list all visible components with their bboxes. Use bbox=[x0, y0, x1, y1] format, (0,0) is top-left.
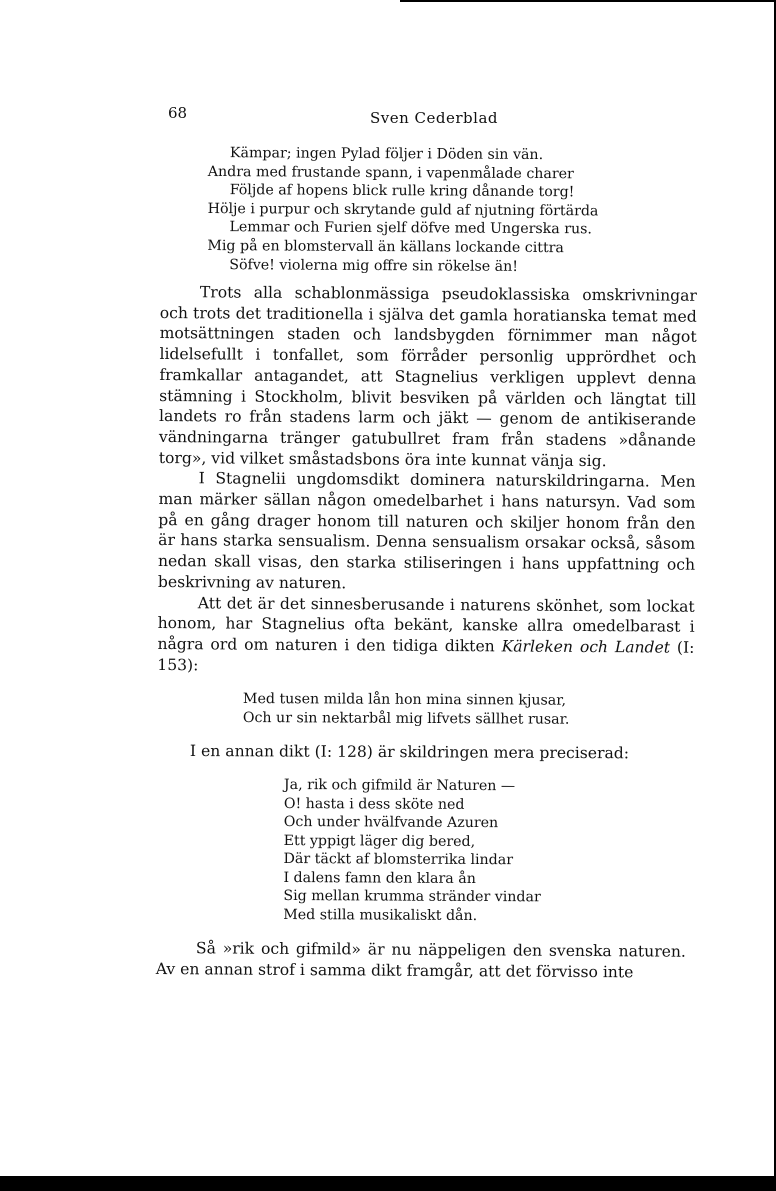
verse-line: Med stilla musikaliskt dån. bbox=[283, 906, 478, 924]
verse-line: O! hasta i dess sköte ned bbox=[283, 795, 465, 813]
verse-line: Och under hvälfvande Azuren bbox=[283, 813, 499, 832]
running-title: Sven Cederblad bbox=[370, 109, 499, 127]
verse-line: I dalens famn den klara ån bbox=[283, 869, 476, 887]
paragraph: I Stagnelii ungdomsdikt dominera naturskildringarna. Men man märker sällan någon omedelbarhet i hans natursyn. Vad som på en gång drager honom till naturen och skiljer honom från den är hans starka sensualism. Denna sensualism orsakar också, såsom nedan skall visas, den starka stiliseringen i hans uppfattning och beskrivning av naturen. bbox=[157, 469, 696, 593]
quote-block-3 bbox=[283, 776, 541, 925]
paragraph: Trots alla schablonmässiga pseudoklassiska omskrivningar och trots det traditionella i själva det gamla horatianska temat med motsättningen staden och landsbygden förnimmer man något lidelsefullt i tonfallet, som förråder personlig upprördhet och framkallar antagandet, att Stagnelius verkligen upplevt denna stämning i Stockholm, blivit besviken på världen och längtat till landets ro från stadens larm och jäkt — genom de antikiserande vändningarna tränger gatubullret fram från stadens »dånande torg», vid vilket småstadsbons öra inte kunnat vänja sig. bbox=[158, 283, 697, 470]
quote-intro: I en annan dikt (I: 128) är skildringen mera preciserad: bbox=[189, 742, 630, 763]
verse-line: Kämpar; ingen Pylad följer i Döden sin vän. bbox=[229, 145, 544, 164]
paragraph bbox=[157, 593, 695, 680]
verse-line: Följde af hopens blick rulle kring dånande torg! bbox=[229, 182, 575, 201]
verse-line: Ja, rik och gifmild är Naturen — bbox=[283, 777, 516, 795]
verse-line: Sig mellan krumma stränder vindar bbox=[283, 887, 541, 906]
verse-line: Där täckt af blomsterrika lindar bbox=[283, 850, 514, 869]
verse-line: Och ur sin nektarbål mig lifvets sällhet rusar. bbox=[242, 709, 570, 728]
verse-line: Mig på en blomstervall än källans lockande cittra bbox=[207, 237, 564, 257]
scan-border-bottom bbox=[0, 1176, 776, 1191]
prose-block-final bbox=[156, 938, 686, 984]
poem-title: Kärleken och Landet bbox=[501, 637, 671, 657]
verse-line: Med tusen milda lån hon mina sinnen kjusar, bbox=[242, 691, 567, 709]
verse-block-1 bbox=[207, 144, 599, 277]
verse-line: Ett yppigt läger dig bered, bbox=[283, 832, 476, 850]
verse-line: Lemmar och Furien sjelf döfve med Ungerska rus. bbox=[229, 219, 593, 238]
verse-line: Söfve! violerna mig offre sin rökelse än! bbox=[229, 256, 519, 275]
verse-line: Hölje i purpur och skrytande guld af njutning förtärda bbox=[207, 200, 599, 220]
paragraph: Så »rik och gifmild» är nu näppeligen den svenska naturen. Av en annan strof i samma dikt framgår, att det förvisso inte bbox=[155, 939, 686, 982]
prose-block bbox=[157, 282, 697, 679]
verse-line: Andra med frustande spann, i vapenmålade charer bbox=[207, 163, 574, 182]
paragraph-text: (I: 153): bbox=[157, 638, 695, 674]
quote-block-2 bbox=[243, 690, 570, 729]
page-number: 68 bbox=[168, 104, 188, 122]
paragraph-text: Att det är det sinnesberusande i naturens skönhet, som lockat honom, har Stagnelius ofta bekänt, kanske allra omedelbarast i några ord om naturen i den tidiga dikten bbox=[157, 593, 695, 656]
